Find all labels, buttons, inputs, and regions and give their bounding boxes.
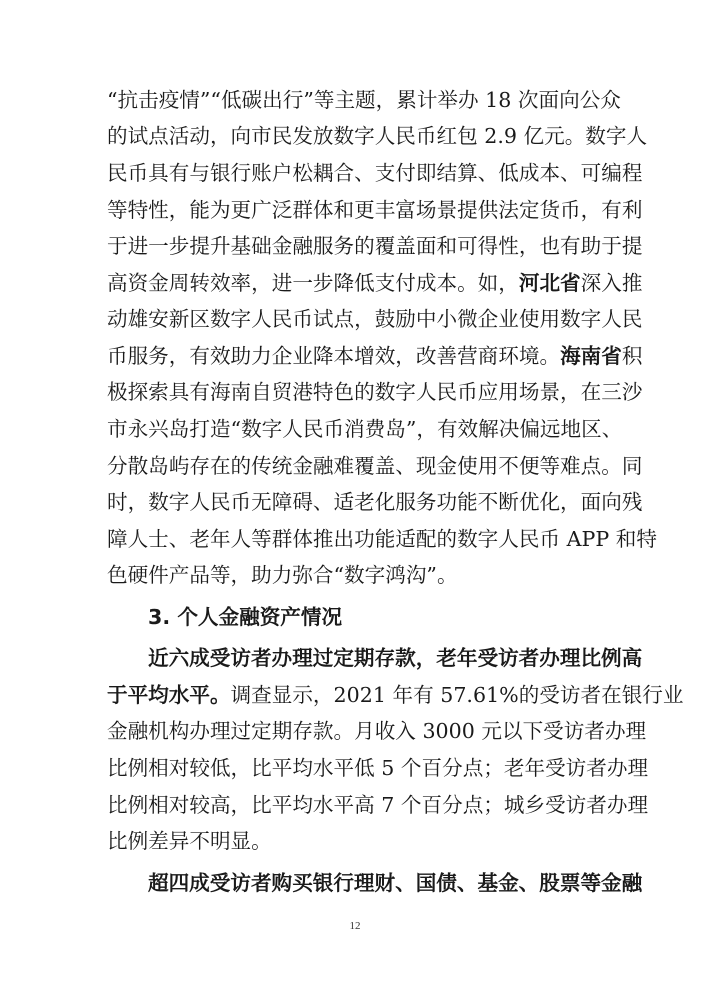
text-line: 比例差异不明显。: [107, 829, 272, 853]
section-heading: 3. 个人金融资产情况: [148, 605, 343, 629]
text-segment-bold: 于平均水平。: [107, 683, 231, 707]
text-line: 比例相对较高，比平均水平高 7 个百分点；城乡受访者办理: [107, 793, 649, 817]
text-line: 近六成受访者办理过定期存款，老年受访者办理比例高: [148, 646, 643, 670]
text-segment: 调查显示，2021 年有 57.61%的受访者在银行业: [230, 683, 684, 707]
text-line: 等特性，能为更广泛群体和更丰富场景提供法定货币，有利: [107, 198, 643, 222]
page-number: 12: [349, 920, 361, 932]
text-line: 于进一步提升基础金融服务的覆盖面和可得性，也有助于提: [107, 234, 643, 258]
text-line: 时，数字人民币无障碍、适老化服务功能不断优化，面向残: [107, 490, 643, 514]
text-line: [107, 675, 684, 715]
province-name-hainan: 海南省: [560, 344, 622, 368]
text-segment: 币服务，有效助力企业降本增效，改善营商环境。: [107, 344, 561, 368]
text-line: 的试点活动，向市民发放数字人民币红包 2.9 亿元。数字人: [107, 124, 648, 148]
text-line: 障人士、老年人等群体推出功能适配的数字人民币 APP 和特: [107, 527, 657, 551]
text-line: [107, 263, 643, 303]
text-line: “抗击疫情”“低碳出行”等主题，累计举办 18 次面向公众: [107, 88, 621, 112]
text-line: 市永兴岛打造“数字人民币消费岛”，有效解决偏远地区、: [107, 417, 623, 441]
text-line: 金融机构办理过定期存款。月收入 3000 元以下受访者办理: [107, 719, 647, 743]
text-segment: 高资金周转效率，进一步降低支付成本。如，: [107, 271, 519, 295]
text-line: 比例相对较低，比平均水平低 5 个百分点；老年受访者办理: [107, 756, 649, 780]
province-name-hebei: 河北省: [518, 271, 581, 295]
text-line: 超四成受访者购买银行理财、国债、基金、股票等金融: [148, 871, 643, 895]
text-segment: 深入推: [580, 271, 643, 295]
text-line: 动雄安新区数字人民币试点，鼓励中小微企业使用数字人民: [107, 307, 643, 331]
text-line: 民币具有与银行账户松耦合、支付即结算、低成本、可编程: [107, 161, 643, 185]
text-line: 色硬件产品等，助力弥合“数字鸿沟”。: [107, 563, 458, 587]
text-line: [107, 336, 643, 376]
text-segment: 积: [621, 344, 643, 368]
text-line: 分散岛屿存在的传统金融难覆盖、现金使用不便等难点。同: [107, 454, 643, 478]
text-line: 极探索具有海南自贸港特色的数字人民币应用场景，在三沙: [107, 380, 643, 404]
